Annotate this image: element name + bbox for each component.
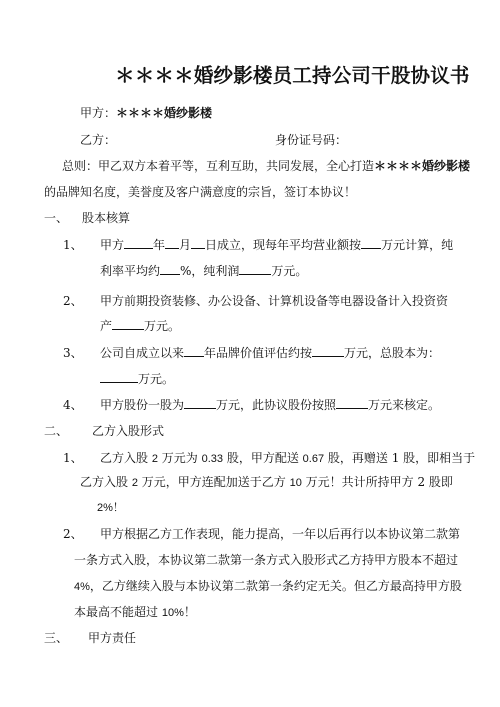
id-number-label: 身份证号码： (275, 133, 348, 147)
clause-text: 乙方入股 (100, 451, 152, 465)
clause-text: 乙方入股 (80, 475, 132, 489)
blank-field (336, 397, 368, 409)
clause-1-1-line-2 (100, 263, 307, 279)
clause-value: 2 (131, 477, 138, 489)
clause-2-1-line-3: 2%！ (97, 502, 124, 514)
clause-value: 4% (74, 581, 90, 593)
clause-text: 万元计算，纯 (381, 238, 454, 252)
clause-text: 公司自成立以来 (100, 346, 185, 360)
clause-text: 年 (153, 238, 166, 252)
clause-text: 月 (179, 238, 192, 252)
clause-text: 万元，甲方连配加送于乙方 (137, 475, 290, 489)
clause-text: ，乙方继续入股与本协议第二款第一条约定无关。但乙方最高持甲方股 (89, 579, 462, 593)
clause-1-2-line-2 (100, 318, 180, 334)
clause-text: 万元。 (144, 319, 181, 333)
clause-1-1-line-1 (100, 237, 453, 253)
title-stars: ＊＊＊＊ (115, 64, 194, 87)
section-title: 乙方入股形式 (92, 424, 165, 438)
blank-field (191, 237, 205, 249)
intro-line-2: 的品牌知名度，美誉度及客户满意度的宗旨，签订本协议！ (44, 185, 357, 199)
item-number: 1、 (63, 451, 83, 465)
intro-stars: ＊＊＊＊ (374, 159, 423, 173)
clause-value: 2 (151, 453, 158, 465)
section-number: 二、 (44, 424, 69, 438)
clause-1-3-line-1 (100, 345, 440, 361)
clause-1-3-line-2 (100, 371, 174, 387)
blank-field (239, 263, 271, 275)
blank-field (165, 237, 179, 249)
clause-2-2-line-4 (74, 604, 196, 621)
intro-text: 总则：甲乙双方本着平等，互利互助，共同发展，全心打造 (62, 159, 375, 173)
party-a-line (80, 105, 212, 121)
clause-2-2-line-1: 甲方根据乙方工作表现，能力提高，一年以后再行以本协议第二款第 (100, 527, 461, 541)
section-number: 一、 (44, 211, 69, 225)
clause-text: ！ (183, 605, 196, 619)
clause-text: 本最高不能超过 (74, 605, 162, 619)
section-2-heading (44, 423, 164, 439)
clause-text: 万元，此协议股份按照 (216, 398, 337, 412)
blank-field (100, 371, 138, 383)
clause-text: 万元！共计所持甲方 2 股即 (301, 475, 453, 489)
blank-field (112, 318, 144, 330)
intro-studio-name: 婚纱影楼 (422, 159, 471, 173)
item-number: 4、 (63, 398, 83, 412)
section-title: 股本核算 (82, 211, 131, 225)
clause-text: 股，甲方配送 (223, 451, 303, 465)
clause-text: 万元，总股本为： (344, 346, 441, 360)
blank-field (124, 237, 153, 249)
clause-text: 甲方股份一股为 (100, 398, 185, 412)
clause-text: 万元为 (157, 451, 202, 465)
section-title: 甲方责任 (88, 631, 137, 645)
section-1-heading (44, 210, 130, 226)
blank-field (361, 237, 381, 249)
clause-value: 0.33 (201, 453, 224, 465)
clause-value: 10 (289, 477, 302, 489)
clause-1-2-line-1: 甲方前期投资装修、办公设备、计算机设备等电器设备计入投资资 (100, 294, 449, 308)
item-number: 1、 (63, 238, 83, 252)
clause-2-1-line-2 (80, 474, 453, 491)
party-b-label: 乙方： (80, 133, 117, 147)
clause-value: 0.67 (302, 453, 325, 465)
clause-2-2-line-3 (74, 578, 462, 595)
clause-value: 10% (161, 607, 184, 619)
clause-text: 年品牌价值评估约按 (204, 346, 313, 360)
clause-text: %，纯利润 (180, 264, 240, 278)
clause-text: 产 (100, 319, 113, 333)
clause-text: 万元。 (138, 372, 175, 386)
item-number: 3、 (63, 346, 83, 360)
clause-text: 万元来核定。 (368, 398, 441, 412)
clause-text: 利率平均约 (100, 264, 161, 278)
title-text: 婚纱影楼员工持公司干股协议书 (193, 64, 470, 87)
clause-text: 万元。 (271, 264, 308, 278)
party-a-stars: ＊＊＊＊ (116, 106, 165, 120)
clause-text: 日成立，现每年平均营业额按 (205, 238, 362, 252)
clause-text: 甲方 (100, 238, 125, 252)
document-title (115, 60, 470, 88)
blank-field (184, 397, 216, 409)
party-a-name: 婚纱影楼 (164, 106, 213, 120)
party-a-label: 甲方： (80, 106, 117, 120)
item-number: 2、 (63, 527, 83, 541)
clause-text: 股，再赠送 1 股，即相当于 (324, 451, 476, 465)
clause-2-1-line-1 (100, 450, 475, 467)
blank-field (160, 263, 180, 275)
blank-field (184, 345, 204, 357)
clause-2-2-line-2: 一条方式入股，本协议第二款第一条方式入股形式乙方持甲方股本不超过 (74, 553, 459, 567)
blank-field (312, 345, 344, 357)
item-number: 2、 (63, 294, 83, 308)
section-number: 三、 (44, 631, 69, 645)
section-3-heading (44, 630, 136, 646)
clause-1-4 (100, 397, 440, 413)
intro-line-1 (62, 158, 470, 174)
